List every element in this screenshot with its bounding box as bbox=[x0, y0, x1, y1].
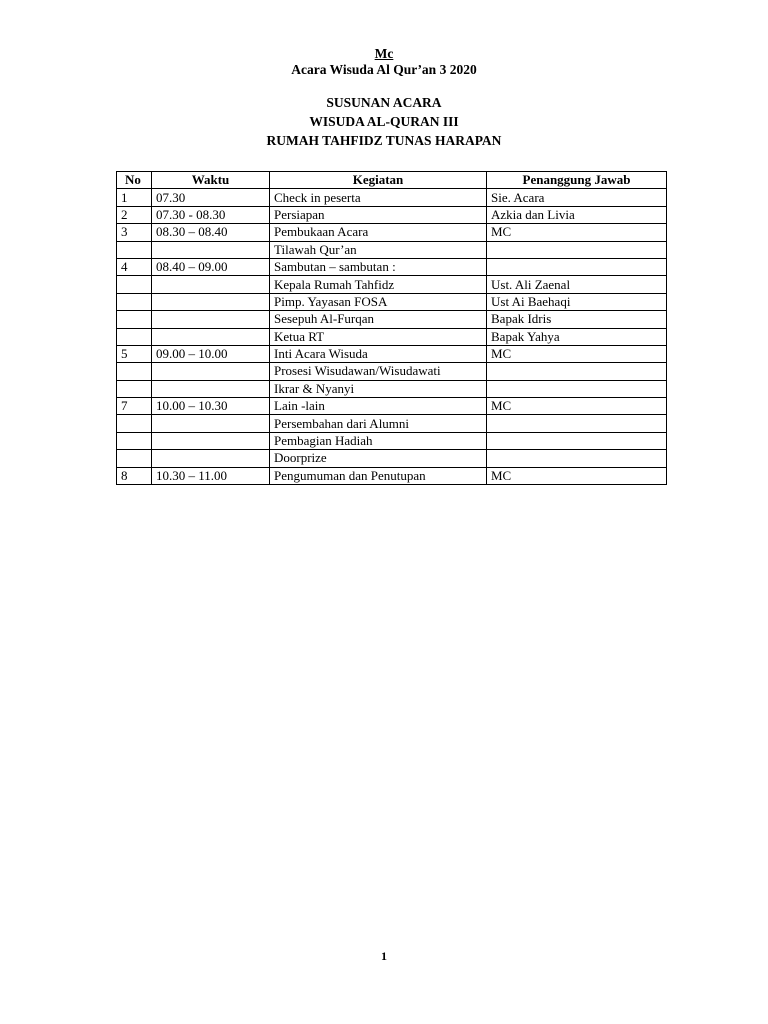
cell-waktu: 08.30 – 08.40 bbox=[152, 224, 270, 241]
mc-heading: Mc bbox=[374, 46, 394, 61]
table-row bbox=[117, 293, 667, 310]
cell-waktu bbox=[152, 415, 270, 432]
cell-kegiatan: Doorprize bbox=[270, 450, 487, 467]
title-line-1: SUSUNAN ACARA bbox=[326, 95, 442, 110]
cell-waktu: 09.00 – 10.00 bbox=[152, 345, 270, 362]
table-row bbox=[117, 224, 667, 241]
cell-kegiatan: Pimp. Yayasan FOSA bbox=[270, 293, 487, 310]
table-row bbox=[117, 206, 667, 223]
table-row bbox=[117, 241, 667, 258]
table-row bbox=[117, 258, 667, 275]
cell-waktu bbox=[152, 311, 270, 328]
table-row bbox=[117, 189, 667, 206]
cell-waktu bbox=[152, 241, 270, 258]
cell-kegiatan: Persembahan dari Alumni bbox=[270, 415, 487, 432]
cell-waktu bbox=[152, 432, 270, 449]
cell-penanggung-jawab: Ust Ai Baehaqi bbox=[487, 293, 667, 310]
table-row bbox=[117, 345, 667, 362]
cell-waktu: 08.40 – 09.00 bbox=[152, 258, 270, 275]
cell-penanggung-jawab: Sie. Acara bbox=[487, 189, 667, 206]
cell-penanggung-jawab: MC bbox=[487, 467, 667, 484]
cell-no bbox=[117, 311, 152, 328]
cell-waktu bbox=[152, 276, 270, 293]
cell-penanggung-jawab bbox=[487, 380, 667, 397]
table-row bbox=[117, 276, 667, 293]
header-penanggung-jawab: Penanggung Jawab bbox=[487, 172, 667, 189]
table-header-row bbox=[117, 172, 667, 189]
cell-penanggung-jawab bbox=[487, 432, 667, 449]
cell-kegiatan: Pengumuman dan Penutupan bbox=[270, 467, 487, 484]
cell-kegiatan: Check in peserta bbox=[270, 189, 487, 206]
cell-kegiatan: Prosesi Wisudawan/Wisudawati bbox=[270, 363, 487, 380]
cell-kegiatan: Inti Acara Wisuda bbox=[270, 345, 487, 362]
cell-no: 3 bbox=[117, 224, 152, 241]
table-row bbox=[117, 380, 667, 397]
cell-penanggung-jawab bbox=[487, 415, 667, 432]
cell-penanggung-jawab: MC bbox=[487, 224, 667, 241]
cell-no: 7 bbox=[117, 398, 152, 415]
header-waktu: Waktu bbox=[152, 172, 270, 189]
cell-no bbox=[117, 380, 152, 397]
cell-no bbox=[117, 415, 152, 432]
cell-waktu bbox=[152, 450, 270, 467]
cell-no: 5 bbox=[117, 345, 152, 362]
cell-penanggung-jawab: Bapak Yahya bbox=[487, 328, 667, 345]
cell-no bbox=[117, 293, 152, 310]
page-number: 1 bbox=[381, 949, 387, 963]
table-row bbox=[117, 450, 667, 467]
cell-penanggung-jawab bbox=[487, 258, 667, 275]
table-row bbox=[117, 363, 667, 380]
title-line-2: WISUDA AL-QURAN III bbox=[309, 114, 459, 129]
cell-kegiatan: Lain -lain bbox=[270, 398, 487, 415]
table-row bbox=[117, 415, 667, 432]
title-line-3: RUMAH TAHFIDZ TUNAS HARAPAN bbox=[266, 133, 502, 148]
table-row bbox=[117, 328, 667, 345]
cell-kegiatan: Ikrar & Nyanyi bbox=[270, 380, 487, 397]
cell-no: 4 bbox=[117, 258, 152, 275]
event-subtitle: Acara Wisuda Al Qur’an 3 2020 bbox=[291, 62, 477, 77]
cell-kegiatan: Kepala Rumah Tahfidz bbox=[270, 276, 487, 293]
table-row bbox=[117, 311, 667, 328]
cell-penanggung-jawab bbox=[487, 363, 667, 380]
cell-no bbox=[117, 363, 152, 380]
header-kegiatan: Kegiatan bbox=[270, 172, 487, 189]
cell-penanggung-jawab: Bapak Idris bbox=[487, 311, 667, 328]
cell-waktu bbox=[152, 380, 270, 397]
cell-waktu: 07.30 - 08.30 bbox=[152, 206, 270, 223]
table-row bbox=[117, 467, 667, 484]
cell-penanggung-jawab: Ust. Ali Zaenal bbox=[487, 276, 667, 293]
cell-no: 8 bbox=[117, 467, 152, 484]
cell-no: 1 bbox=[117, 189, 152, 206]
cell-kegiatan: Ketua RT bbox=[270, 328, 487, 345]
cell-waktu bbox=[152, 293, 270, 310]
header-no: No bbox=[117, 172, 152, 189]
cell-kegiatan: Persiapan bbox=[270, 206, 487, 223]
cell-waktu bbox=[152, 328, 270, 345]
cell-penanggung-jawab bbox=[487, 450, 667, 467]
cell-penanggung-jawab: Azkia dan Livia bbox=[487, 206, 667, 223]
cell-waktu bbox=[152, 363, 270, 380]
table-row bbox=[117, 398, 667, 415]
cell-waktu: 10.00 – 10.30 bbox=[152, 398, 270, 415]
cell-no bbox=[117, 328, 152, 345]
table-row bbox=[117, 432, 667, 449]
cell-no bbox=[117, 432, 152, 449]
cell-no bbox=[117, 241, 152, 258]
cell-kegiatan: Pembukaan Acara bbox=[270, 224, 487, 241]
cell-penanggung-jawab: MC bbox=[487, 398, 667, 415]
cell-kegiatan: Sesepuh Al-Furqan bbox=[270, 311, 487, 328]
cell-no bbox=[117, 276, 152, 293]
cell-waktu: 07.30 bbox=[152, 189, 270, 206]
cell-kegiatan: Sambutan – sambutan : bbox=[270, 258, 487, 275]
cell-waktu: 10.30 – 11.00 bbox=[152, 467, 270, 484]
cell-kegiatan: Tilawah Qur’an bbox=[270, 241, 487, 258]
schedule-table bbox=[116, 171, 667, 485]
cell-kegiatan: Pembagian Hadiah bbox=[270, 432, 487, 449]
cell-no: 2 bbox=[117, 206, 152, 223]
cell-penanggung-jawab bbox=[487, 241, 667, 258]
cell-penanggung-jawab: MC bbox=[487, 345, 667, 362]
cell-no bbox=[117, 450, 152, 467]
